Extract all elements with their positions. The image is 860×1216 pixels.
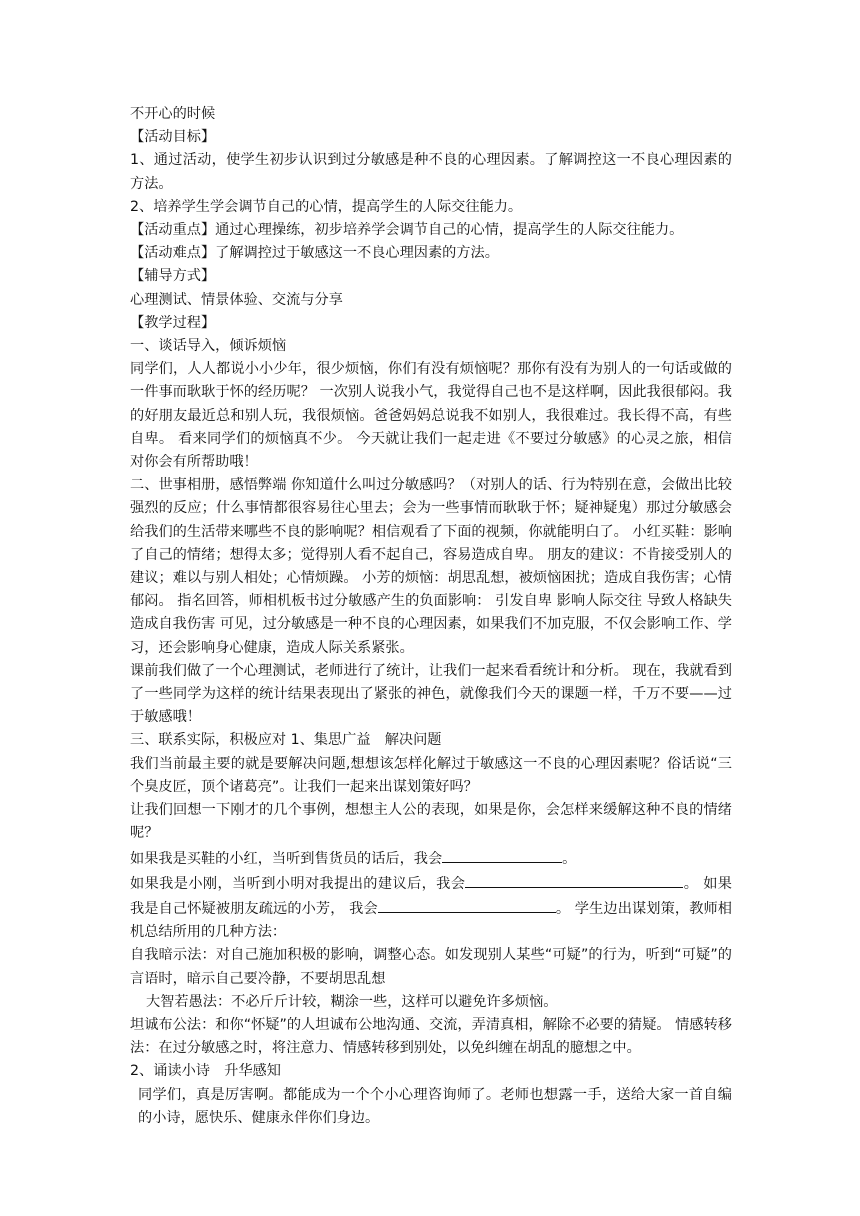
method-candid-communication: 坦诚布公法：和你“怀疑”的人坦诚布公地沟通、交流，弄清真相，解除不必要的猜疑。 情感转移法：在过分敏感之时，将注意力、情感转移到别处，以免纠缠在胡乱的臆想之中。 <box>130 1016 732 1057</box>
section1-heading: 一、谈话导入，倾诉烦恼 <box>130 338 287 355</box>
poem-paragraph: 同学们，真是厉害啊。都能成为一个个小心理咨询师了。老师也想露一手，送给大家一首自编的小诗，愿快乐、健康永伴你们身边。 <box>138 1086 732 1126</box>
document-page <box>130 103 732 1130</box>
process-heading: 【教学过程】 <box>130 314 216 331</box>
goal-heading: 【活动目标】 <box>130 129 216 146</box>
section2-paragraph: 二、世事相册，感悟弊端 你知道什么叫过分敏感吗？（对别人的话、行为特别在意，会做出比较强烈的反应；什么事情都很容易往心里去；会为一些事情而耿耿于怀；疑神疑鬼）那过分敏感会给我们的生活带来哪些不良的影响呢？相信观看了下面的视频，你就能明白了。 小红买鞋：影响了自己的情绪；想得太多；觉得别人看不起自己，容易造成自卑。 朋友的建议：不肯接受别人的建议；难以与别人相处；心情烦躁。 小芳的烦恼：胡思乱想，被烦恼困扰；造成自我伤害；心情郁闷。 指名回答，师相机板书过分敏感产生的负面影响： 引发自卑 影响人际交往 导致人格缺失 造成自我伤害 可见，过分敏感是一种不良的心理因素，如果我们不加克服，不仅会影响工作、学习，还会影响身心健康，造成人际关系紧张。 <box>130 477 732 656</box>
activity-focus: 【活动重点】通过心理操练，初步培养学会调节自己的心情，提高学生的人际交往能力。 <box>130 222 684 239</box>
method-heading: 【辅导方式】 <box>130 268 216 285</box>
fill2-middle: 。 如果我是自己怀疑被朋友疏远的小芳， 我会 <box>130 875 732 917</box>
section3-paragraph-1: 我们当前最主要的就是要解决问题,想想该怎样化解过于敏感这一不良的心理因素呢？俗话说“三个臭皮匠，顶个诸葛亮”。让我们一起来出谋划策好吗？ <box>130 755 732 795</box>
fill-blank-line-1 <box>130 846 732 871</box>
goal-item-2: 2、培养学生学会调节自己的心情，提高学生的人际交往能力。 <box>130 198 523 215</box>
section3-heading: 三、联系实际，积极应对 1、集思广益 解决问题 <box>130 732 442 749</box>
answer-blank-3 <box>378 896 556 913</box>
fill2-text: 如果我是小刚，当听到小明对我提出的建议后，我会 <box>130 875 466 892</box>
poem-heading: 2、诵读小诗 升华感知 <box>130 1063 281 1080</box>
document-title: 不开心的时候 <box>130 106 216 122</box>
goal-item-1: 1、通过活动，使学生初步认识到过分敏感是种不良的心理因素。了解调控这一不良心理因素的方法。 <box>130 152 732 192</box>
method-text: 心理测试、情景体验、交流与分享 <box>130 291 343 308</box>
method-wise-fool: 大智若愚法：不必斤斤计较，糊涂一些，这样可以避免许多烦恼。 <box>146 993 558 1010</box>
fill1-end: 。 <box>562 850 577 867</box>
activity-difficulty: 【活动难点】了解调控过于敏感这一不良心理因素的方法。 <box>130 245 499 262</box>
section3-paragraph-2: 让我们回想一下刚才的几个事例，想想主人公的表现，如果是你，会怎样来缓解这种不良的情绪呢？ <box>130 802 732 842</box>
method-self-suggestion: 自我暗示法：对自己施加积极的影响，调整心态。如发现别人某些“可疑”的行为，听到“可疑”的言语时，暗示自己要冷静，不要胡思乱想 <box>130 947 732 987</box>
answer-blank-1 <box>442 846 562 863</box>
fill1-text: 如果我是买鞋的小红，当听到售货员的话后，我会 <box>130 850 443 867</box>
answer-blank-2 <box>465 871 683 888</box>
fill2-end: 。 学生边出谋划策，教师相机总结所用的几种方法： <box>130 900 732 941</box>
section2-test-paragraph: 课前我们做了一个心理测试，老师进行了统计，让我们一起来看看统计和分析。 现在，我就看到了一些同学为这样的统计结果表现出了紧张的神色，就像我们今天的课题一样，千万不要——过于敏感哦！ <box>130 662 732 726</box>
section1-paragraph: 同学们，人人都说小小少年，很少烦恼，你们有没有烦恼呢？那你有没有为别人的一句话或做的一件事而耿耿于怀的经历呢？ 一次别人说我小气，我觉得自己也不是这样啊，因此我很郁闷。我的好朋友最近总和别人玩，我很烦恼。爸爸妈妈总说我不如别人，我很难过。我长得不高，有些自卑。 看来同学们的烦恼真不少。 今天就让我们一起走进《不要过分敏感》的心灵之旅，相信对你会有所帮助哦！ <box>130 361 732 471</box>
fill-blank-line-2 <box>130 871 732 945</box>
